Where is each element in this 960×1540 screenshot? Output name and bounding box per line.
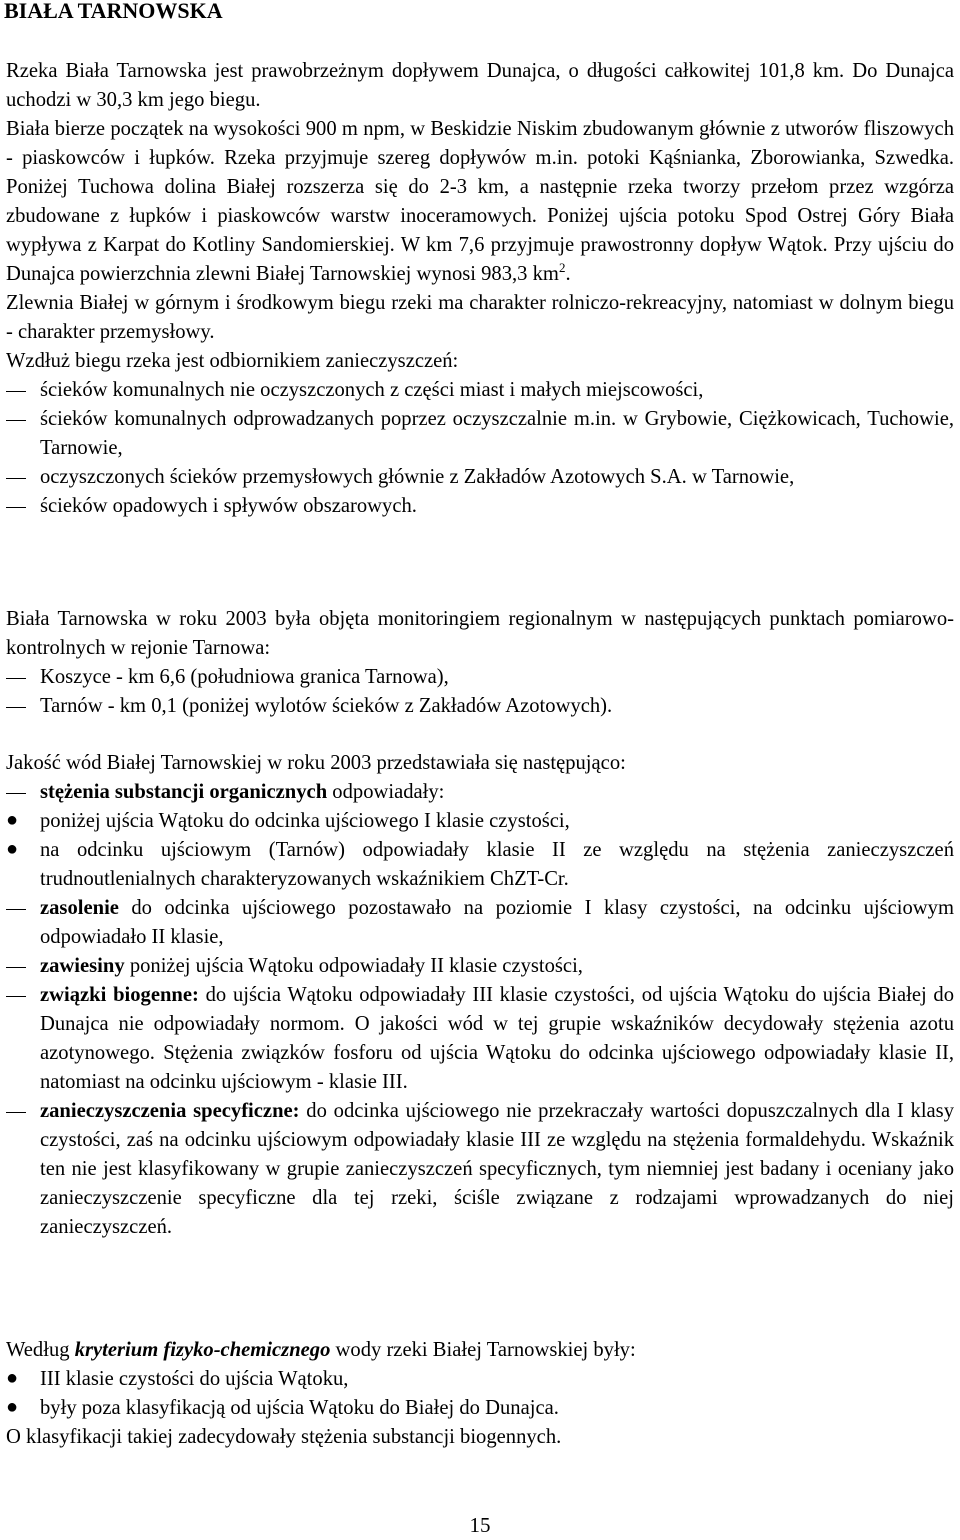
list-item: oczyszczonych ścieków przemysłowych głównie z Zakładów Azotowych S.A. w Tarnowie, xyxy=(6,463,954,492)
list-item: ● III klasie czystości do ujścia Wątoku, xyxy=(6,1365,954,1394)
intro-paragraph-1: Rzeka Biała Tarnowska jest prawobrzeżnym dopływem Dunajca, o długości całkowitej 101,8 km. Do Dunajca uchodzi w 30,3 km jego biegu. xyxy=(6,60,954,111)
list-item: ścieków komunalnych nie oczyszczonych z części miast i małych miejscowości, xyxy=(6,376,954,405)
criterion-intro: Według kryterium fizyko-chemicznego wody rzeki Białej Tarnowskiej były: xyxy=(6,1339,636,1361)
list-item: zanieczyszczenia specyficzne: do odcinka ujściowego nie przekraczały wartości dopuszczalnych dla I klasy czystości, zaś na odcinku ujściowym odpowiadały klasie III ze względu na stężenia formaldehydu. Wskaźnik ten nie jest klasyfikowany w grupie zanieczyszczeń specyficznych, tym niemniej jest badany i oceniany jako zanieczyszczenie specyficzne dla tej rzeki, ściśle związane z rodzajami wprowadzanych do niej zanieczyszczeń. xyxy=(6,1097,954,1242)
monitoring-points-list xyxy=(6,663,954,721)
quality-list xyxy=(6,778,954,1242)
quality-section xyxy=(6,749,954,1242)
page-number: 15 xyxy=(469,1513,491,1537)
bullet-icon: ● xyxy=(6,1396,19,1418)
monitoring-section xyxy=(6,605,954,721)
list-item: Tarnów - km 0,1 (poniżej wylotów ścieków z Zakładów Azotowych). xyxy=(6,692,954,721)
closing-sentence: O klasyfikacji takiej zadecydowały stężenia substancji biogennych. xyxy=(6,1426,562,1448)
list-item: ścieków opadowych i spływów obszarowych. xyxy=(6,492,954,521)
criterion-list xyxy=(6,1365,954,1423)
list-item: ● były poza klasyfikacją od ujścia Wątoku do Białej do Dunajca. xyxy=(6,1394,954,1423)
list-item: ścieków komunalnych odprowadzanych poprzez oczyszczalnie m.in. w Grybowie, Ciężkowicach, Tuchowie, Tarnowie, xyxy=(6,405,954,463)
document-title: BIAŁA TARNOWSKA xyxy=(4,0,223,23)
intro-paragraph-3: Zlewnia Białej w górnym i środkowym biegu rzeki ma charakter rolniczo-rekreacyjny, natomiast w dolnym biegu - charakter przemysłowy. xyxy=(6,292,954,343)
bullet-icon: ● xyxy=(6,809,19,831)
list-item: związki biogenne: do ujścia Wątoku odpowiadały III klasie czystości, od ujścia Wątoku do ujścia Białej do Dunajca nie odpowiadały normom. O jakości wód w tej grupie wskaźników decydowały stężenia azotu azotynowego. Stężenia związków fosforu od ujścia Wątoku do odcinka ujściowego odpowiadały klasie II, natomiast na odcinku ujściowym - klasie III. xyxy=(6,981,954,1097)
list-item: stężenia substancji organicznych odpowiadały: xyxy=(6,778,954,807)
bullet-icon: ● xyxy=(6,1367,19,1389)
criterion-section xyxy=(6,1336,954,1452)
list-item: ● poniżej ujścia Wątoku do odcinka ujściowego I klasie czystości, xyxy=(6,807,954,836)
list-item: ● na odcinku ujściowym (Tarnów) odpowiadały klasie II ze względu na stężenia zanieczyszczeń trudnoutlenialnych charakteryzowanych wskaźnikiem ChZT-Cr. xyxy=(6,836,954,894)
intro-section xyxy=(6,57,954,521)
intro-paragraph-2: Biała bierze początek na wysokości 900 m npm, w Beskidzie Niskim zbudowanym głównie z utworów fliszowych - piaskowców i łupków. Rzeka przyjmuje szereg dopływów m.in. potoki Kąśnianka, Zborowianka, Szwedka. Poniżej Tuchowa dolina Białej rozszerza się do 2-3 km, a następnie rzeka tworzy przełom przez wzgórza zbudowane z łupków i piaskowców warstw inoceramowych. Poniżej ujścia potoku Spod Ostrej Góry Biała wypływa z Karpat do Kotliny Sandomierskiej. W km 7,6 przyjmuje prawostronny dopływ Wątok. Przy ujściu do Dunajca powierzchnia zlewni Białej Tarnowskiej wynosi 983,3 $km^2$. xyxy=(6,118,954,285)
bullet-icon: ● xyxy=(6,838,19,860)
pollution-list xyxy=(6,376,954,521)
list-item: Koszyce - km 6,6 (południowa granica Tarnowa), xyxy=(6,663,954,692)
list-item: zawiesiny poniżej ujścia Wątoku odpowiadały II klasie czystości, xyxy=(6,952,954,981)
quality-intro: Jakość wód Białej Tarnowskiej w roku 2003 przedstawiała się następująco: xyxy=(6,752,626,774)
list-item: zasolenie do odcinka ujściowego pozostawało na poziomie I klasy czystości, na odcinku ujściowym odpowiadało II klasie, xyxy=(6,894,954,952)
intro-paragraph-4: Wzdłuż biegu rzeka jest odbiornikiem zanieczyszczeń: xyxy=(6,350,459,372)
monitoring-intro: Biała Tarnowska w roku 2003 była objęta monitoringiem regionalnym w następujących punktach pomiarowo-kontrolnych w rejonie Tarnowa: xyxy=(6,608,954,659)
